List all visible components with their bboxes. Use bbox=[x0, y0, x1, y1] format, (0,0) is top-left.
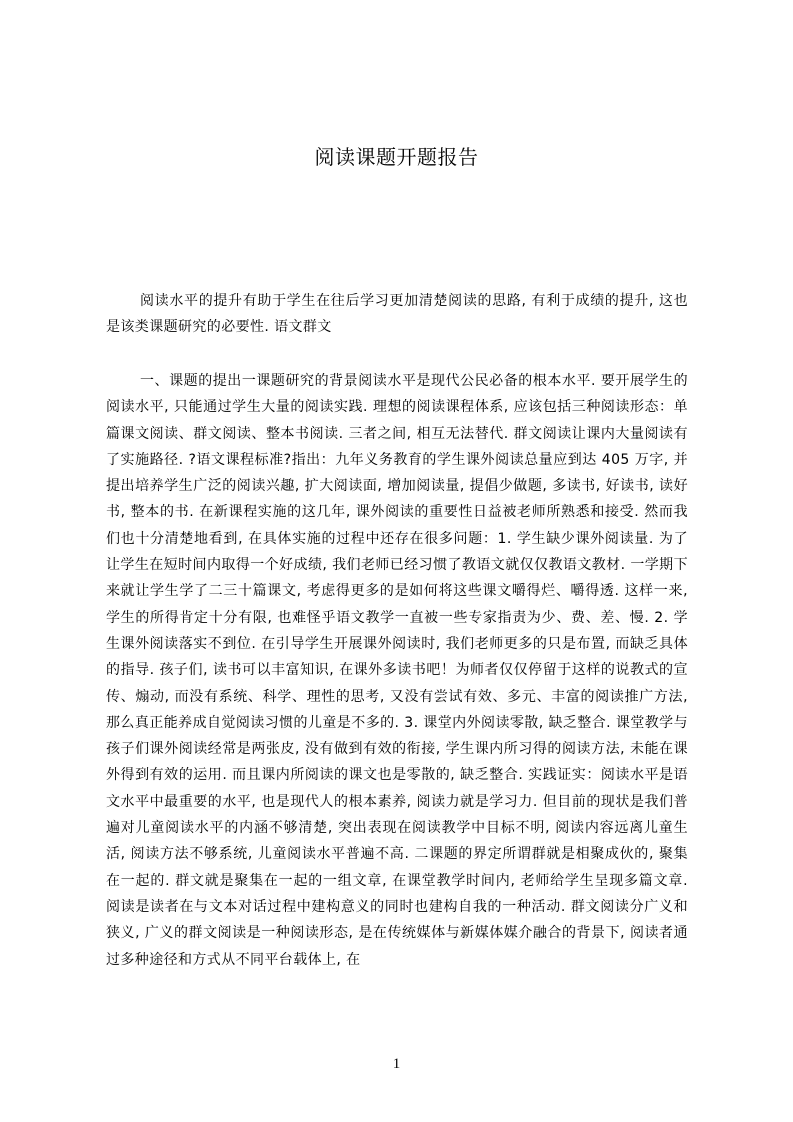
body-paragraph: 一、课题的提出一课题研究的背景阅读水平是现代公民必备的根本水平. 要开展学生的阅读水平, 只能通过学生大量的阅读实践. 理想的阅读课程体系, 应该包括三种阅读形态：单篇课文阅读、群文阅读、整本书阅读. 三者之间, 相互无法替代. 群文阅读让课内大量阅读有了实施路径. ?语文课程标准?指出：九年义务教育的学生课外阅读总量应到达 405 万字, 并提出培养学生广泛的阅读兴趣, 扩大阅读面, 增加阅读量, 提倡少做题, 多读书, 好读书, 读好书, 整本的书. 在新课程实施的这几年, 课外阅读的重要性日益被老师所熟悉和接受. 然而我们也十分清楚地看到, 在具体实施的过程中还存在很多问题：1. 学生缺少课外阅读量. 为了让学生在短时间内取得一个好成绩, 我们老师已经习惯了教语文就仅仅教语文教材. 一学期下来就让学生学了二三十篇课文, 考虑得更多的是如何将这些课文嚼得烂、嚼得透. 这样一来, 学生的所得肯定十分有限, 也难怪乎语文教学一直被一些专家指责为少、费、差、慢. 2. 学生课外阅读落实不到位. 在引导学生开展课外阅读时, 我们老师更多的只是布置, 而缺乏具体的指导. 孩子们, 读书可以丰富知识, 在课外多读书吧！为师者仅仅停留于这样的说教式的宣传、煽动, 而没有系统、科学、理性的思考, 又没有尝试有效、多元、丰富的阅读推广方法, 那么真正能养成自觉阅读习惯的儿童是不多的. 3. 课堂内外阅读零散, 缺乏整合. 课堂教学与孩子们课外阅读经常是两张皮, 没有做到有效的衔接, 学生课内所习得的阅读方法, 未能在课外得到有效的运用. 而且课内所阅读的课文也是零散的, 缺乏整合. 实践证实：阅读水平是语文水平中最重要的水平, 也是现代人的根本素养, 阅读力就是学习力. 但目前的现状是我们普遍对儿童阅读水平的内涵不够清楚, 突出表现在阅读教学中目标不明, 阅读内容远离儿童生活, 阅读方法不够系统, 儿童阅读水平普遍不高. 二课题的界定所谓群就是相聚成伙的, 聚集在一起的. 群文就是聚集在一起的一组文章, 在课堂教学时间内, 老师给学生呈现多篇文章. 阅读是读者在与文本对话过程中建构意义的同时也建构自我的一种活动. 群文阅读分广义和狭义, 广义的群文阅读是一种阅读形态, 是在传统媒体与新媒体媒介融合的背景下, 阅读者通过多种途径和方式从不同平台载体上, 在 bbox=[106, 373, 688, 968]
document-title: 阅读课题开题报告 bbox=[314, 145, 479, 169]
intro-paragraph: 阅读水平的提升有助于学生在往后学习更加清楚阅读的思路, 有利于成绩的提升, 这也是该类课题研究的必要性. 语文群文 bbox=[106, 293, 688, 336]
page-number: 1 bbox=[392, 1056, 401, 1072]
